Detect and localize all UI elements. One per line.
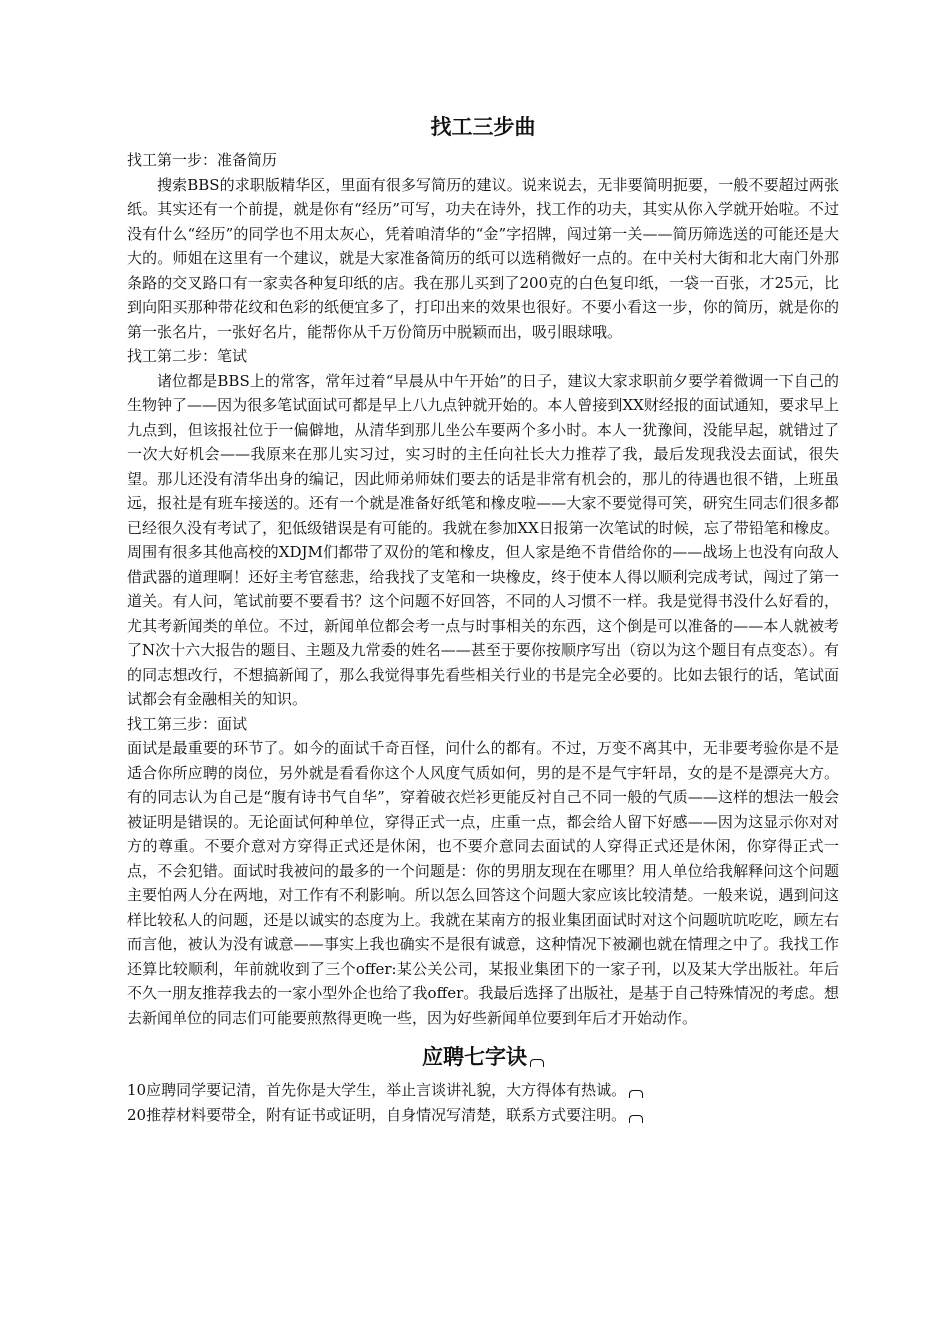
- mnemonic-line: [127, 1078, 839, 1103]
- document-title: 找工三步曲: [430, 114, 536, 139]
- paragraph-mark-icon: [629, 1090, 643, 1098]
- step3-paragraph: 面试是最重要的环节了。如今的面试千奇百怪，问什么的都有。不过，万变不离其中，无非要考验你是不是适合你所应聘的岗位，另外就是看看你这个人风度气质如何，男的是不是气宇轩昂，女的是不是漂亮大方。有的同志认为自己是“腹有诗书气自华”，穿着破衣烂衫更能反衬自己不同一般的气质——这样的想法一般会被证明是错误的。无论面试何种单位，穿得正式一点，庄重一点，都会给人留下好感——因为这显示你对对方的尊重。不要介意对方穿得正式还是休闲，也不要介意同去面试的人穿得正式还是休闲，你穿得正式一点，不会犯错。面试时我被问的最多的一个问题是：你的男朋友现在在哪里？用人单位给我解释问这个问题主要怕两人分在两地，对工作有不利影响。所以怎么回答这个问题大家应该比较清楚。一般来说，遇到问这样比较私人的问题，还是以诚实的态度为上。我就在某南方的报业集团面试时对这个问题吭吭吃吃，顾左右而言他，被认为没有诚意——事实上我也确实不是很有诚意，这种情况下被涮也就在情理之中了。我找工作还算比较顺利，年前就收到了三个offer:某公关公司，某报业集团下的一家子刊，以及某大学出版社。年后不久一朋友推荐我去的一家小型外企也给了我offer。我最后选择了出版社，是基于自己特殊情况的考虑。想去新闻单位的同志们可能要煎熬得更晚一些，因为好些新闻单位要到年后才开始动作。: [127, 739, 839, 1027]
- step2-paragraph: 诸位都是BBS上的常客，常年过着“早晨从中午开始”的日子，建议大家求职前夕要学着微调一下自己的生物钟了——因为很多笔试面试可都是早上八九点钟就开始的。本人曾接到XX财经报的面试通知，要求早上九点到，但该报社位于一偏僻地，从清华到那儿坐公车要两个多小时。本人一犹豫间，没能早起，就错过了一次大好机会——我原来在那儿实习过，实习时的主任向社长大力推荐了我，最后发现我没去面试，很失望。那儿还没有清华出身的编记，因此师弟师妹们要去的话是非常有机会的，那儿的待遇也很不错，上班虽远，报社是有班车接送的。还有一个就是准备好纸笔和橡皮啦——大家不要觉得可笑，研究生同志们很多都已经很久没有考试了，犯低级错误是有可能的。我就在参加XX日报第一次笔试的时候，忘了带铅笔和橡皮。周围有很多其他高校的XDJM们都带了双份的笔和橡皮，但人家是绝不肯借给你的——战场上也没有向敌人借武器的道理啊！还好主考官慈悲，给我找了支笔和一块橡皮，终于使本人得以顺利完成考试，闯过了第一道关。有人问，笔试前要不要看书？这个问题不好回答，不同的人习惯不一样。我是觉得书没什么好看的，尤其考新闻类的单位。不过，新闻单位都会考一点与时事相关的东西，这个倒是可以准备的——本人就被考了N次十六大报告的题目、主题及九常委的姓名——甚至于要你按顺序写出（窃以为这个题目有点变态）。有的同志想改行，不想搞新闻了，那么我觉得事先看些相关行业的书是完全必要的。比如去银行的话，笔试面试都会有金融相关的知识。: [127, 371, 839, 708]
- step1-heading: 找工第一步：准备简历: [127, 151, 278, 169]
- mnemonic-line-text: 10应聘同学要记清，首先你是大学生，举止言谈讲礼貌，大方得体有热诚。: [127, 1081, 627, 1099]
- paragraph-mark-icon: [629, 1115, 643, 1123]
- step1-paragraph: 搜索BBS的求职版精华区，里面有很多写简历的建议。说来说去，无非要简明扼要，一般不要超过两张纸。其实还有一个前提，就是你有“经历”可写，功夫在诗外，找工作的功夫，其实从你入学就开始啦。不过没有什么“经历”的同学也不用太灰心，凭着咱清华的“金”字招牌，闯过第一关——简历筛选送的可能还是大大的。师姐在这里有一个建议，就是大家准备简历的纸可以选稍微好一点的。在中关村大街和北大南门外那条路的交叉路口有一家卖各种复印纸的店。我在那儿买到了200克的白色复印纸，一袋一百张，才25元，比到向阳买那种带花纹和色彩的纸便宜多了，打印出来的效果也很好。不要小看这一步，你的简历，就是你的第一张名片，一张好名片，能帮你从千万份简历中脱颖而出，吸引眼球哦。: [127, 175, 839, 341]
- mnemonic-line-text: 20推荐材料要带全，附有证书或证明，自身情况写清楚，联系方式要注明。: [127, 1105, 627, 1124]
- section2-title: 应聘七字诀: [422, 1044, 527, 1069]
- document-body: [127, 112, 839, 1127]
- mnemonic-line: [127, 1103, 839, 1128]
- paragraph-mark-icon: [530, 1059, 544, 1067]
- section2-title-row: [127, 1042, 839, 1072]
- step2-heading: 找工第二步：笔试: [127, 347, 248, 365]
- step3-heading: 找工第三步：面试: [127, 714, 248, 733]
